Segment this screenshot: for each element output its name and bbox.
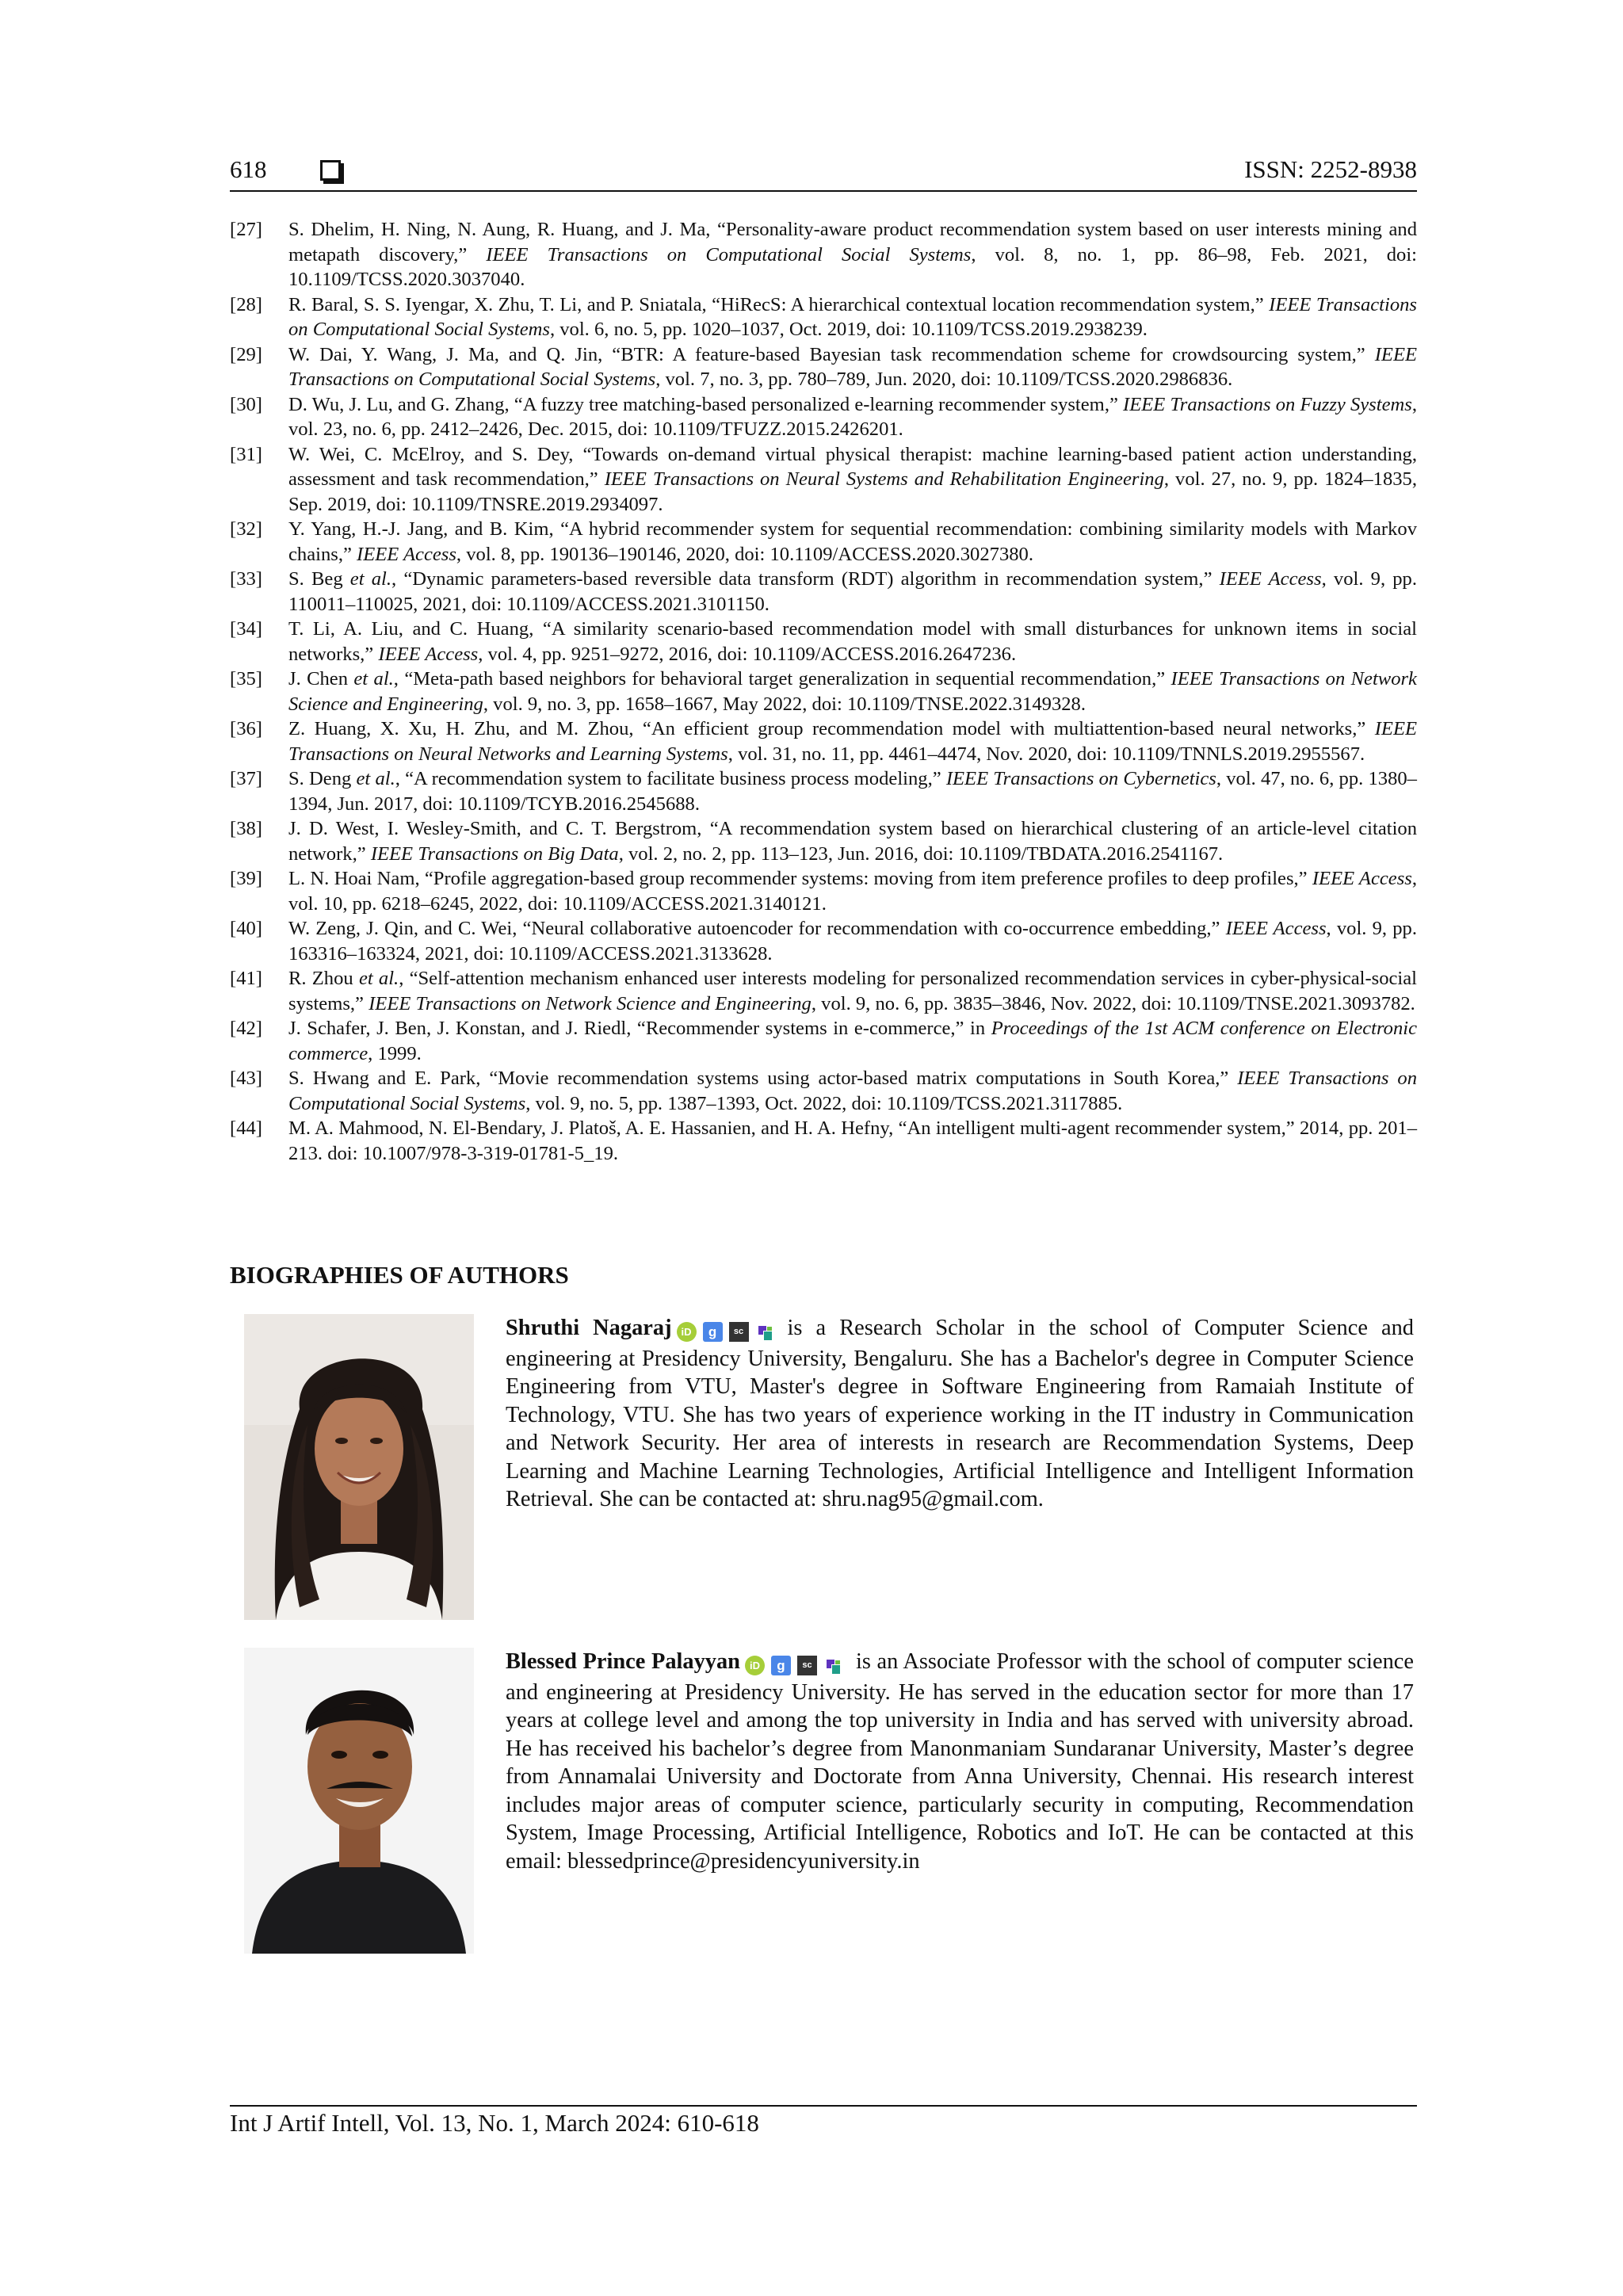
reference-number: [30] xyxy=(230,393,262,415)
reference-number: [35] xyxy=(230,668,262,690)
reference-text: J. Schafer, J. Ben, J. Konstan, and J. Riedl, “Recommender systems in e-commerce,” in Proceedings of the 1st ACM conference on Electronic commerce, 1999. xyxy=(288,1018,1417,1064)
author-badges-1 xyxy=(677,1316,781,1345)
header-rule xyxy=(230,190,1417,192)
reference-text: W. Dai, Y. Wang, J. Ma, and Q. Jin, “BTR: A feature-based Bayesian task recommendation scheme for crowdsourcing system,” IEEE Transactions on Computational Social Systems, vol. 7, no. 3, pp. 780–789, Jun. 2020, doi: 10.1109/TCSS.2020.2986836. xyxy=(288,343,1417,390)
reference-item xyxy=(230,292,1417,342)
author-bio-2 xyxy=(244,1648,1417,1957)
biographies-heading: BIOGRAPHIES OF AUTHORS xyxy=(230,1261,569,1289)
page-footer: Int J Artif Intell, Vol. 13, No. 1, March 2024: 610-618 xyxy=(230,2109,759,2137)
reference-text: M. A. Mahmood, N. El-Bendary, J. Platoš, A. E. Hassanien, and H. A. Hefny, “An intelligent multi-agent recommender system,” 2014, pp. 201–213. doi: 10.1007/978-3-319-01781-5_19. xyxy=(288,1117,1417,1164)
author-name-1: Shruthi Nagaraj xyxy=(506,1316,672,1340)
orcid-icon[interactable]: iD xyxy=(745,1656,765,1675)
author-badges-2 xyxy=(745,1650,850,1679)
author-bio-text-2 xyxy=(506,1648,1414,1875)
reference-item xyxy=(230,716,1417,766)
reference-number: [28] xyxy=(230,293,262,315)
reference-number: [38] xyxy=(230,818,262,839)
reference-number: [39] xyxy=(230,868,262,889)
reference-number: [33] xyxy=(230,568,262,590)
reference-item xyxy=(230,1066,1417,1116)
reference-text: L. N. Hoai Nam, “Profile aggregation-based group recommender systems: moving from item preference profiles to deep profiles,” IEEE Access, vol. 10, pp. 6218–6245, 2022, doi: 10.1109/ACCESS.2021.3140121. xyxy=(288,868,1417,915)
reference-number: [40] xyxy=(230,918,262,939)
scopus-icon[interactable]: sc xyxy=(729,1322,749,1342)
footer-rule xyxy=(230,2105,1417,2107)
google-scholar-icon[interactable]: g xyxy=(703,1322,723,1342)
reference-item xyxy=(230,517,1417,567)
author-bio-1 xyxy=(244,1314,1417,1623)
reference-number: [36] xyxy=(230,718,262,739)
reference-list xyxy=(230,217,1417,1166)
reference-number: [29] xyxy=(230,343,262,365)
page-number: 618 xyxy=(230,155,267,183)
reference-item xyxy=(230,816,1417,866)
reference-text: W. Wei, C. McElroy, and S. Dey, “Towards on-demand virtual physical therapist: machine learning-based patient action understanding, assessment and task recommendation,” IEEE Transactions on Neural Systems and Rehabilitation Engineering, vol. 27, no. 9, pp. 1824–1835, Sep. 2019, doi: 10.1109/TNSRE.2019.2934097. xyxy=(288,443,1418,515)
square-box-icon xyxy=(320,160,341,181)
reference-item xyxy=(230,617,1417,667)
reference-number: [34] xyxy=(230,618,262,640)
reference-text: T. Li, A. Liu, and C. Huang, “A similarity scenario-based recommendation model with small disturbances for unknown items in social networks,” IEEE Access, vol. 4, pp. 9251–9272, 2016, doi: 10.1109/ACCESS.2016.2647236. xyxy=(288,618,1417,665)
reference-text: S. Dhelim, H. Ning, N. Aung, R. Huang, and J. Ma, “Personality-aware product recommendation system based on user interests mining and metapath discovery,” IEEE Transactions on Computational Social Systems, vol. 8, no. 1, pp. 86–98, Feb. 2021, doi: 10.1109/TCSS.2020.3037040. xyxy=(288,219,1418,290)
reference-text: J. Chen et al., “Meta-path based neighbors for behavioral target generalization in sequential recommendation,” IEEE Transactions on Network Science and Engineering, vol. 9, no. 3, pp. 1658–1667, May 2022, doi: 10.1109/TNSE.2022.3149328. xyxy=(288,668,1417,715)
reference-text: S. Hwang and E. Park, “Movie recommendation systems using actor-based matrix computations in South Korea,” IEEE Transactions on Computational Social Systems, vol. 9, no. 5, pp. 1387–1393, Oct. 2022, doi: 10.1109/TCSS.2021.3117885. xyxy=(288,1068,1417,1114)
reference-number: [43] xyxy=(230,1068,262,1089)
page-header xyxy=(230,155,1417,190)
reference-number: [37] xyxy=(230,768,262,789)
reference-number: [44] xyxy=(230,1117,262,1139)
reference-item xyxy=(230,866,1417,916)
web-of-science-icon[interactable] xyxy=(823,1656,843,1675)
reference-item xyxy=(230,966,1417,1016)
reference-item xyxy=(230,342,1417,392)
reference-text: R. Zhou et al., “Self-attention mechanism enhanced user interests modeling for personalized recommendation services in cyber-physical-social systems,” IEEE Transactions on Network Science and Engineering, vol. 9, no. 6, pp. 3835–3846, Nov. 2022, doi: 10.1109/TNSE.2021.3093782. xyxy=(288,968,1417,1014)
reference-number: [42] xyxy=(230,1018,262,1039)
reference-item xyxy=(230,916,1417,966)
reference-item xyxy=(230,766,1417,816)
reference-item xyxy=(230,1116,1417,1166)
reference-item xyxy=(230,217,1417,292)
author-description-2: is an Associate Professor with the school of computer science and engineering at Presidency University. He has served in the education sector for more than 17 years at college level and among the top university in India and has served with university abroad. He has received his bachelor’s degree from Manonmaniam Sundaranar University, Master’s degree from Annamalai University and Doctorate from Anna University, Chennai. His research interest includes major areas of computer science, particularly security in computing, Recommendation System, Image Processing, Artificial Intelligence, Robotics and IoT. He can be contacted at this email: blessedprince@presidencyuniversity.in xyxy=(506,1649,1414,1874)
author-photo-1 xyxy=(244,1314,474,1620)
reference-item xyxy=(230,1016,1417,1066)
reference-text: Y. Yang, H.-J. Jang, and B. Kim, “A hybrid recommender system for sequential recommendation: combining similarity models with Markov chains,” IEEE Access, vol. 8, pp. 190136–190146, 2020, doi: 10.1109/ACCESS.2020.3027380. xyxy=(288,518,1417,565)
reference-text: R. Baral, S. S. Iyengar, X. Zhu, T. Li, and P. Sniatala, “HiRecS: A hierarchical contextual location recommendation system,” IEEE Transactions on Computational Social Systems, vol. 6, no. 5, pp. 1020–1037, Oct. 2019, doi: 10.1109/TCSS.2019.2938239. xyxy=(288,293,1417,340)
reference-number: [31] xyxy=(230,443,262,465)
issn: ISSN: 2252-8938 xyxy=(1244,155,1417,183)
reference-text: Z. Huang, X. Xu, H. Zhu, and M. Zhou, “An efficient group recommendation model with multiattention-based neural networks,” IEEE Transactions on Neural Networks and Learning Systems, vol. 31, no. 11, pp. 4461–4474, Nov. 2020, doi: 10.1109/TNNLS.2019.2955567. xyxy=(288,718,1417,765)
google-scholar-icon[interactable]: g xyxy=(771,1656,791,1675)
reference-text: S. Beg et al., “Dynamic parameters-based reversible data transform (RDT) algorithm in recommendation system,” IEEE Access, vol. 9, pp. 110011–110025, 2021, doi: 10.1109/ACCESS.2021.3101150. xyxy=(288,568,1418,615)
orcid-icon[interactable]: iD xyxy=(677,1322,697,1342)
reference-number: [27] xyxy=(230,219,262,240)
reference-text: D. Wu, J. Lu, and G. Zhang, “A fuzzy tree matching-based personalized e-learning recommender system,” IEEE Transactions on Fuzzy Systems, vol. 23, no. 6, pp. 2412–2426, Dec. 2015, doi: 10.1109/TFUZZ.2015.2426201. xyxy=(288,393,1417,440)
reference-number: [32] xyxy=(230,518,262,540)
reference-item xyxy=(230,442,1417,518)
reference-text: J. D. West, I. Wesley-Smith, and C. T. Bergstrom, “A recommendation system based on hierarchical clustering of an article-level citation network,” IEEE Transactions on Big Data, vol. 2, no. 2, pp. 113–123, Jun. 2016, doi: 10.1109/TBDATA.2016.2541167. xyxy=(288,818,1417,865)
reference-item xyxy=(230,567,1417,617)
scopus-icon[interactable]: sc xyxy=(797,1656,817,1675)
reference-text: W. Zeng, J. Qin, and C. Wei, “Neural collaborative autoencoder for recommendation with co-occurrence embedding,” IEEE Access, vol. 9, pp. 163316–163324, 2021, doi: 10.1109/ACCESS.2021.3133628. xyxy=(288,918,1417,965)
reference-number: [41] xyxy=(230,968,262,989)
reference-item xyxy=(230,667,1417,716)
web-of-science-icon[interactable] xyxy=(755,1322,775,1342)
reference-text: S. Deng et al., “A recommendation system to facilitate business process modeling,” IEEE Transactions on Cybernetics, vol. 47, no. 6, pp. 1380–1394, Jun. 2017, doi: 10.1109/TCYB.2016.2545688. xyxy=(288,768,1417,815)
author-description-1: is a Research Scholar in the school of Computer Science and engineering at Presidency University, Bengaluru. She has a Bachelor's degree in Computer Science Engineering from VTU, Master's degree in Software Engineering from Ramaiah Institute of Technology, VTU. She has two years of experience working in the IT industry in Communication and Network Security. Her area of interests in research are Recommendation Systems, Deep Learning and Machine Learning Technologies, Artificial Intelligence and Intelligent Information Retrieval. She can be contacted at: shru.nag95@gmail.com. xyxy=(506,1316,1414,1511)
author-bio-text-1 xyxy=(506,1314,1414,1514)
author-name-2: Blessed Prince Palayyan xyxy=(506,1649,740,1674)
author-photo-2 xyxy=(244,1648,474,1954)
reference-item xyxy=(230,392,1417,442)
